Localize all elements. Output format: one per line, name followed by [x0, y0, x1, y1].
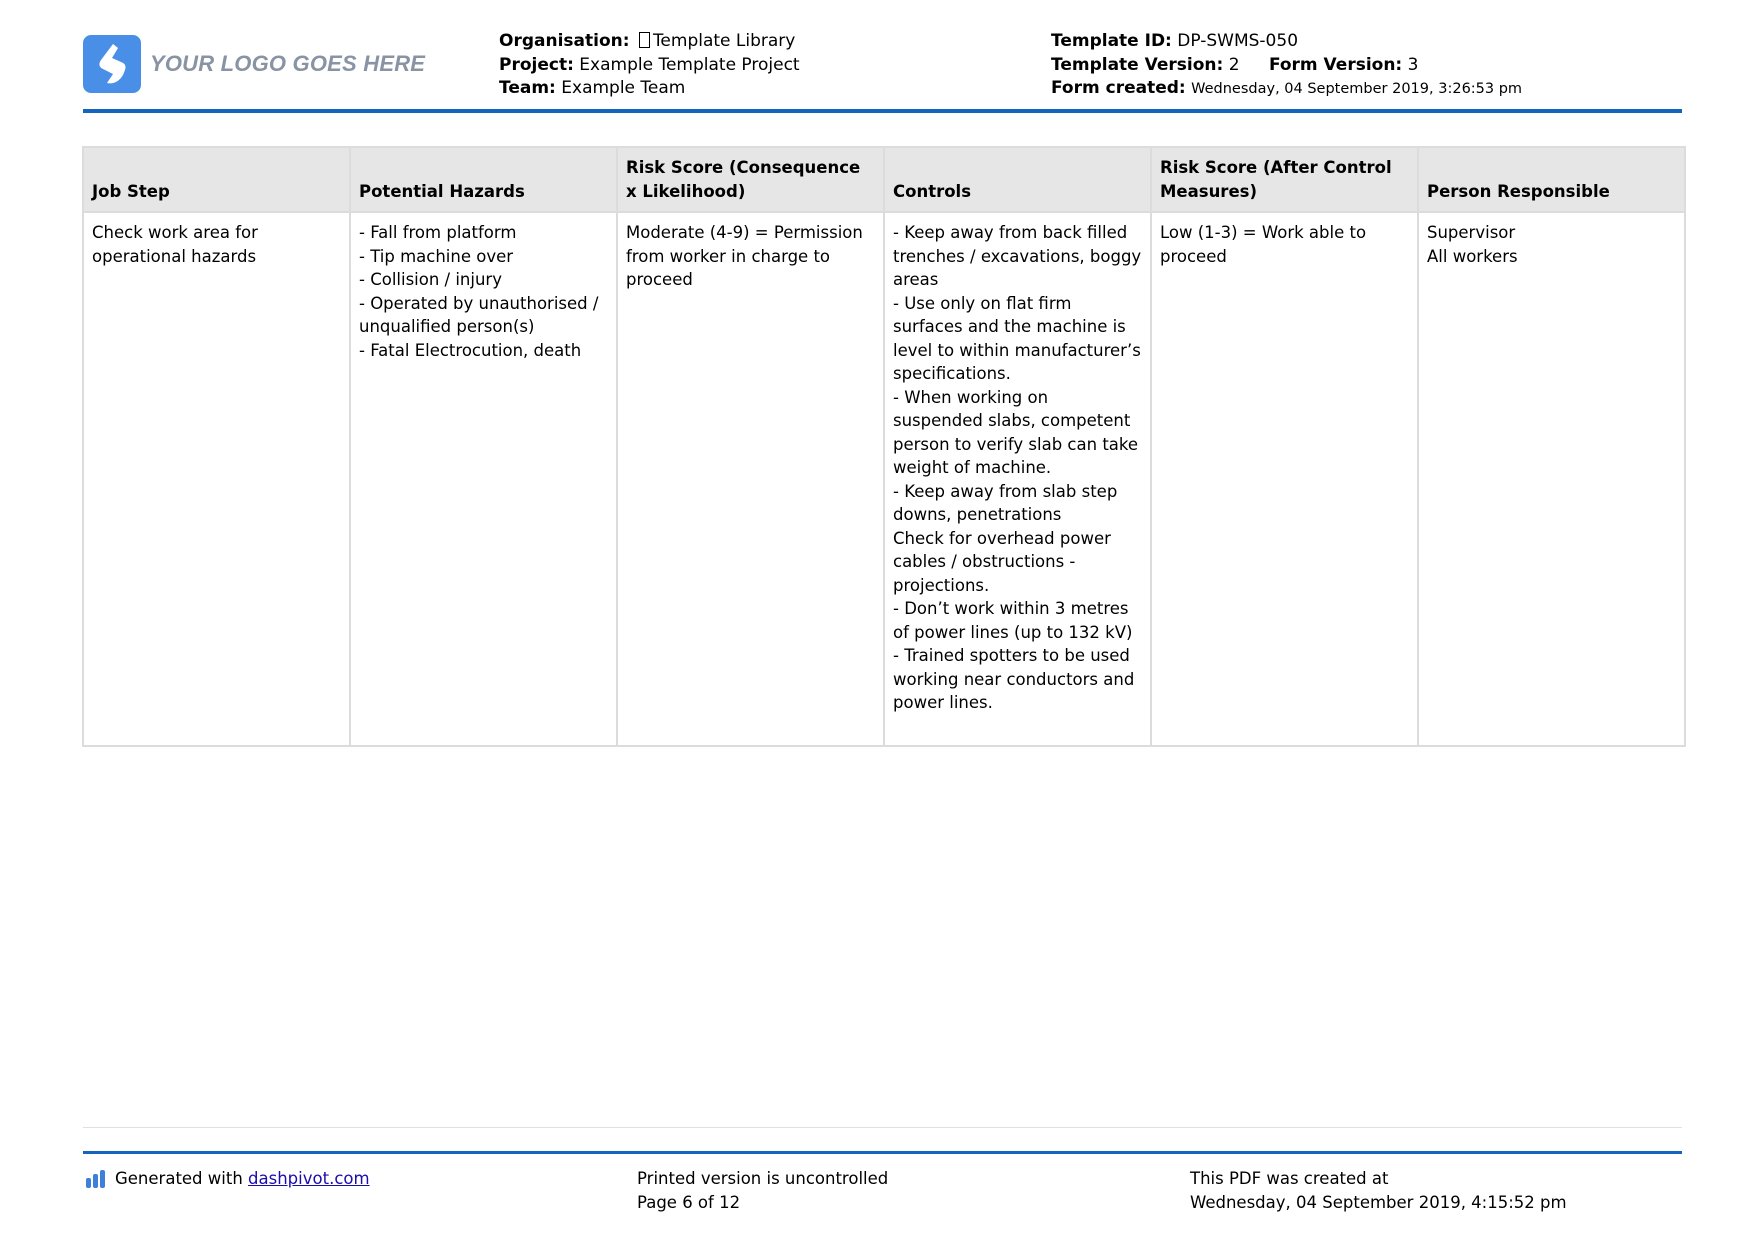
- footer-separator: [83, 1127, 1682, 1128]
- header-risk-after-line2: Measures): [1160, 181, 1258, 201]
- cell-potential-hazards: [350, 212, 617, 746]
- project-label: Project:: [499, 54, 574, 75]
- project-value: Example Template Project: [579, 54, 800, 75]
- control-item: - Use only on flat firm surfaces and the machine is level to within manufacturer’s specifications.: [893, 293, 1141, 383]
- form-version-label: Form Version:: [1268, 54, 1403, 75]
- team-value: Example Team: [561, 78, 686, 98]
- form-created-label: Form created:: [1051, 78, 1186, 98]
- control-item: Check for overhead power cables / obstructions - projections.: [893, 528, 1111, 595]
- header-potential-hazards: Potential Hazards: [350, 147, 617, 212]
- project-line: [499, 54, 800, 78]
- template-id-value: DP-SWMS-050: [1177, 31, 1299, 51]
- organisation-label: Organisation:: [499, 31, 630, 51]
- logo-icon: [83, 35, 141, 93]
- hazard-item: - Fatal Electrocution, death: [359, 340, 582, 360]
- form-created-line: [1051, 77, 1522, 102]
- footer-print-info: [637, 1167, 888, 1214]
- logo-text: YOUR LOGO GOES HERE: [150, 51, 426, 76]
- footer-divider: [83, 1151, 1682, 1154]
- cell-risk-score: Moderate (4-9) = Permission from worker in charge to proceed: [617, 212, 884, 746]
- dashpivot-bars-icon: [86, 1170, 107, 1188]
- form-version-value: 3: [1407, 54, 1419, 75]
- building-icon: [639, 32, 650, 48]
- cell-job-step: Check work area for operational hazards: [83, 212, 350, 746]
- control-item: - When working on suspended slabs, competent person to verify slab can take weight of machine.: [893, 387, 1139, 477]
- hazard-item: - Fall from platform: [359, 223, 517, 242]
- control-item: - Trained spotters to be used working near conductors and power lines.: [893, 646, 1135, 712]
- footer-pdf-created: [1190, 1167, 1567, 1214]
- header-job-step: Job Step: [83, 147, 350, 212]
- pdf-created-label: This PDF was created at: [1190, 1169, 1389, 1188]
- dashpivot-link[interactable]: dashpivot.com: [248, 1169, 370, 1188]
- hazard-item: - Tip machine over: [359, 246, 514, 266]
- organisation-value: Template Library: [652, 31, 796, 51]
- company-logo: [83, 35, 425, 93]
- cell-person-responsible: [1418, 212, 1685, 746]
- header-risk-after-line1: Risk Score (After Control: [1160, 158, 1392, 177]
- header-controls: Controls: [884, 147, 1151, 212]
- cell-risk-after: Low (1-3) = Work able to proceed: [1151, 212, 1418, 746]
- form-created-value: Wednesday, 04 September 2019, 3:26:53 pm: [1191, 81, 1523, 97]
- version-line: [1051, 54, 1522, 78]
- cell-controls: [884, 212, 1151, 746]
- control-item: - Don’t work within 3 metres of power lines (up to 132 kV): [893, 599, 1133, 642]
- header-risk-score-line2: x Likelihood): [626, 181, 746, 201]
- swms-table: [82, 146, 1686, 747]
- page-header: [83, 30, 1682, 110]
- organisation-line: [499, 30, 800, 54]
- printed-notice: Printed version is uncontrolled: [637, 1169, 889, 1188]
- header-risk-after: [1151, 147, 1418, 212]
- header-risk-score: [617, 147, 884, 212]
- table-row: [83, 212, 1685, 746]
- template-meta: [1051, 30, 1522, 102]
- person-item: Supervisor: [1427, 223, 1516, 242]
- template-id-line: [1051, 30, 1522, 54]
- generated-prefix: Generated with: [115, 1169, 243, 1188]
- pdf-created-date: Wednesday, 04 September 2019, 4:15:52 pm: [1190, 1192, 1567, 1212]
- team-label: Team:: [499, 78, 556, 98]
- hazard-item: - Operated by unauthorised / unqualified person(s): [359, 293, 599, 336]
- person-item: All workers: [1427, 246, 1518, 266]
- control-item: - Keep away from slab step downs, penetrations: [893, 481, 1118, 524]
- table-header-row: [83, 147, 1685, 212]
- header-risk-score-line1: Risk Score (Consequence: [626, 158, 861, 177]
- template-version-label: Template Version:: [1051, 54, 1224, 75]
- template-id-label: Template ID:: [1051, 31, 1172, 51]
- hazard-item: - Collision / injury: [359, 270, 502, 289]
- control-item: - Keep away from back filled trenches / excavations, boggy areas: [893, 223, 1142, 289]
- header-person-responsible: Person Responsible: [1418, 147, 1685, 212]
- header-divider: [83, 109, 1682, 113]
- footer-generated: [86, 1167, 370, 1191]
- template-version-value: 2: [1228, 54, 1240, 75]
- project-meta: [499, 30, 800, 101]
- page-info: Page 6 of 12: [637, 1192, 741, 1212]
- team-line: [499, 77, 800, 101]
